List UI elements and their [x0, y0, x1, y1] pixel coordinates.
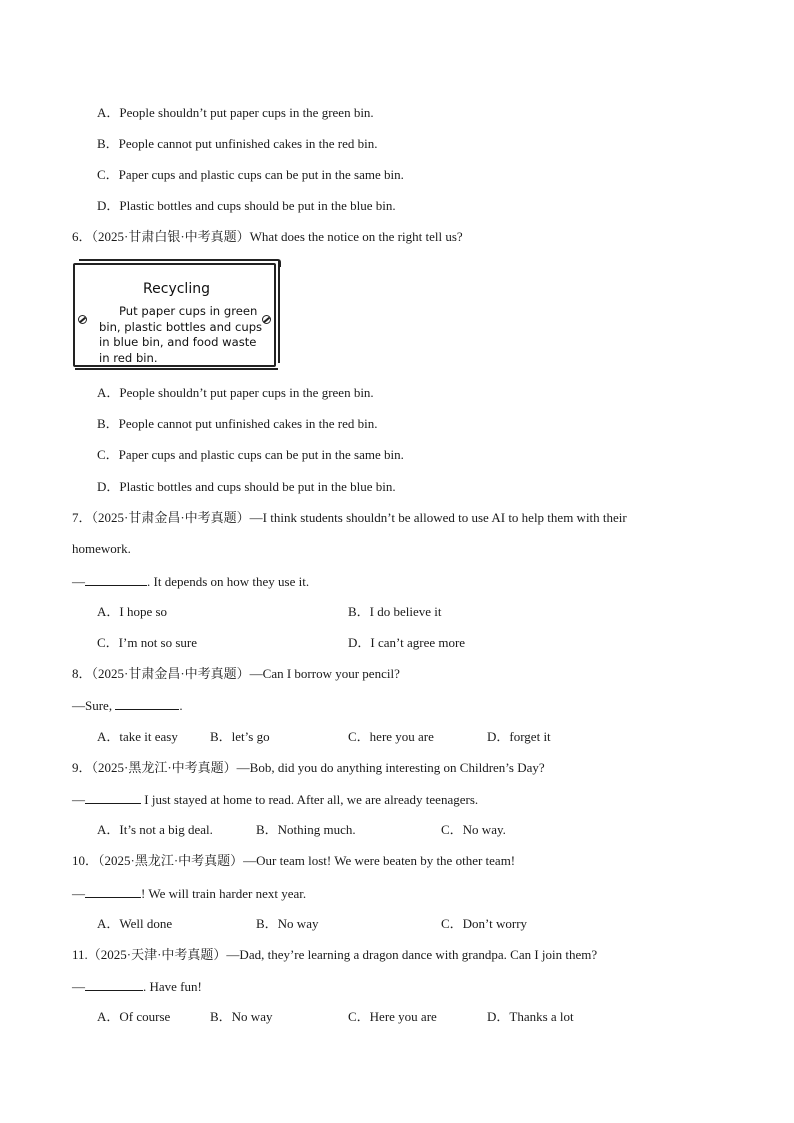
sign-title: Recycling: [143, 281, 210, 297]
q7-stem-cont: homework.: [72, 541, 131, 556]
q6-stem: 6．（2025·甘肃白银·中考真题）What does the notice on the right tell us?: [72, 229, 463, 244]
q10-stem: 10．（2025·黑龙江·中考真题）—Our team lost! We were beaten by the other team!: [72, 853, 516, 868]
q6-option-b: B．People cannot put unfinished cakes in the red bin.: [97, 416, 378, 431]
q9-stem: 9．（2025·黑龙江·中考真题）—Bob, did you do anything interesting on Children’s Day?: [72, 760, 545, 775]
q9-option-a: A．It’s not a big deal.: [97, 822, 213, 837]
q7-reply: — . It depends on how they use it.: [72, 574, 310, 589]
q7-option-a: A．I hope so: [97, 604, 168, 619]
q10-option-c: C．Don’t worry: [441, 916, 528, 931]
q6-option-a: A．People shouldn’t put paper cups in the green bin.: [97, 385, 374, 400]
q11-reply: — . Have fun!: [72, 979, 202, 994]
q10-reply: — ! We will train harder next year.: [72, 886, 307, 901]
q7-option-d: D．I can’t agree more: [348, 635, 466, 650]
sign-text: Put paper cups in green bin, plastic bottles and cups in blue bin, and food waste in red bin.: [99, 304, 263, 365]
screw-icon: [78, 315, 87, 324]
q11-option-c: C．Here you are: [348, 1009, 437, 1024]
answer-blank[interactable]: [85, 573, 147, 586]
q9-reply: — I just stayed at home to read. After all, we are already teenagers.: [72, 792, 479, 807]
q5-option-d: D．Plastic bottles and cups should be put in the blue bin.: [97, 198, 396, 213]
q9-option-c: C．No way.: [441, 822, 506, 837]
answer-blank[interactable]: [85, 885, 141, 898]
q8-option-a: A．take it easy: [97, 729, 178, 744]
q10-option-a: A．Well done: [97, 916, 173, 931]
q8-reply: —Sure, .: [72, 698, 183, 713]
q8-stem: 8．（2025·甘肃金昌·中考真题）—Can I borrow your pencil?: [72, 666, 400, 681]
answer-blank[interactable]: [85, 791, 141, 804]
q11-option-a: A．Of course: [97, 1009, 171, 1024]
q11-option-b: B．No way: [210, 1009, 273, 1024]
q11-stem: 11.（2025·天津·中考真题）—Dad, they’re learning a dragon dance with grandpa. Can I join them?: [72, 947, 598, 962]
q5-option-b: B．People cannot put unfinished cakes in the red bin.: [97, 136, 378, 151]
q7-stem: 7．（2025·甘肃金昌·中考真题）—I think students shouldn’t be allowed to use AI to help them with their: [72, 510, 627, 525]
q6-option-d: D．Plastic bottles and cups should be put in the blue bin.: [97, 479, 396, 494]
q5-option-c: C．Paper cups and plastic cups can be put in the same bin.: [97, 167, 404, 182]
q10-option-b: B．No way: [256, 916, 319, 931]
q11-option-d: D．Thanks a lot: [487, 1009, 574, 1024]
q7-option-b: B．I do believe it: [348, 604, 442, 619]
answer-blank[interactable]: [115, 697, 179, 710]
q6-option-c: C．Paper cups and plastic cups can be put in the same bin.: [97, 447, 404, 462]
q9-option-b: B．Nothing much.: [256, 822, 356, 837]
answer-blank[interactable]: [85, 978, 143, 991]
q7-option-c: C．I’m not so sure: [97, 635, 198, 650]
q8-option-c: C．here you are: [348, 729, 434, 744]
q5-option-a: A．People shouldn’t put paper cups in the green bin.: [97, 105, 374, 120]
q8-option-b: B．let’s go: [210, 729, 270, 744]
recycling-notice-sign: [73, 259, 280, 369]
q8-option-d: D．forget it: [487, 729, 551, 744]
